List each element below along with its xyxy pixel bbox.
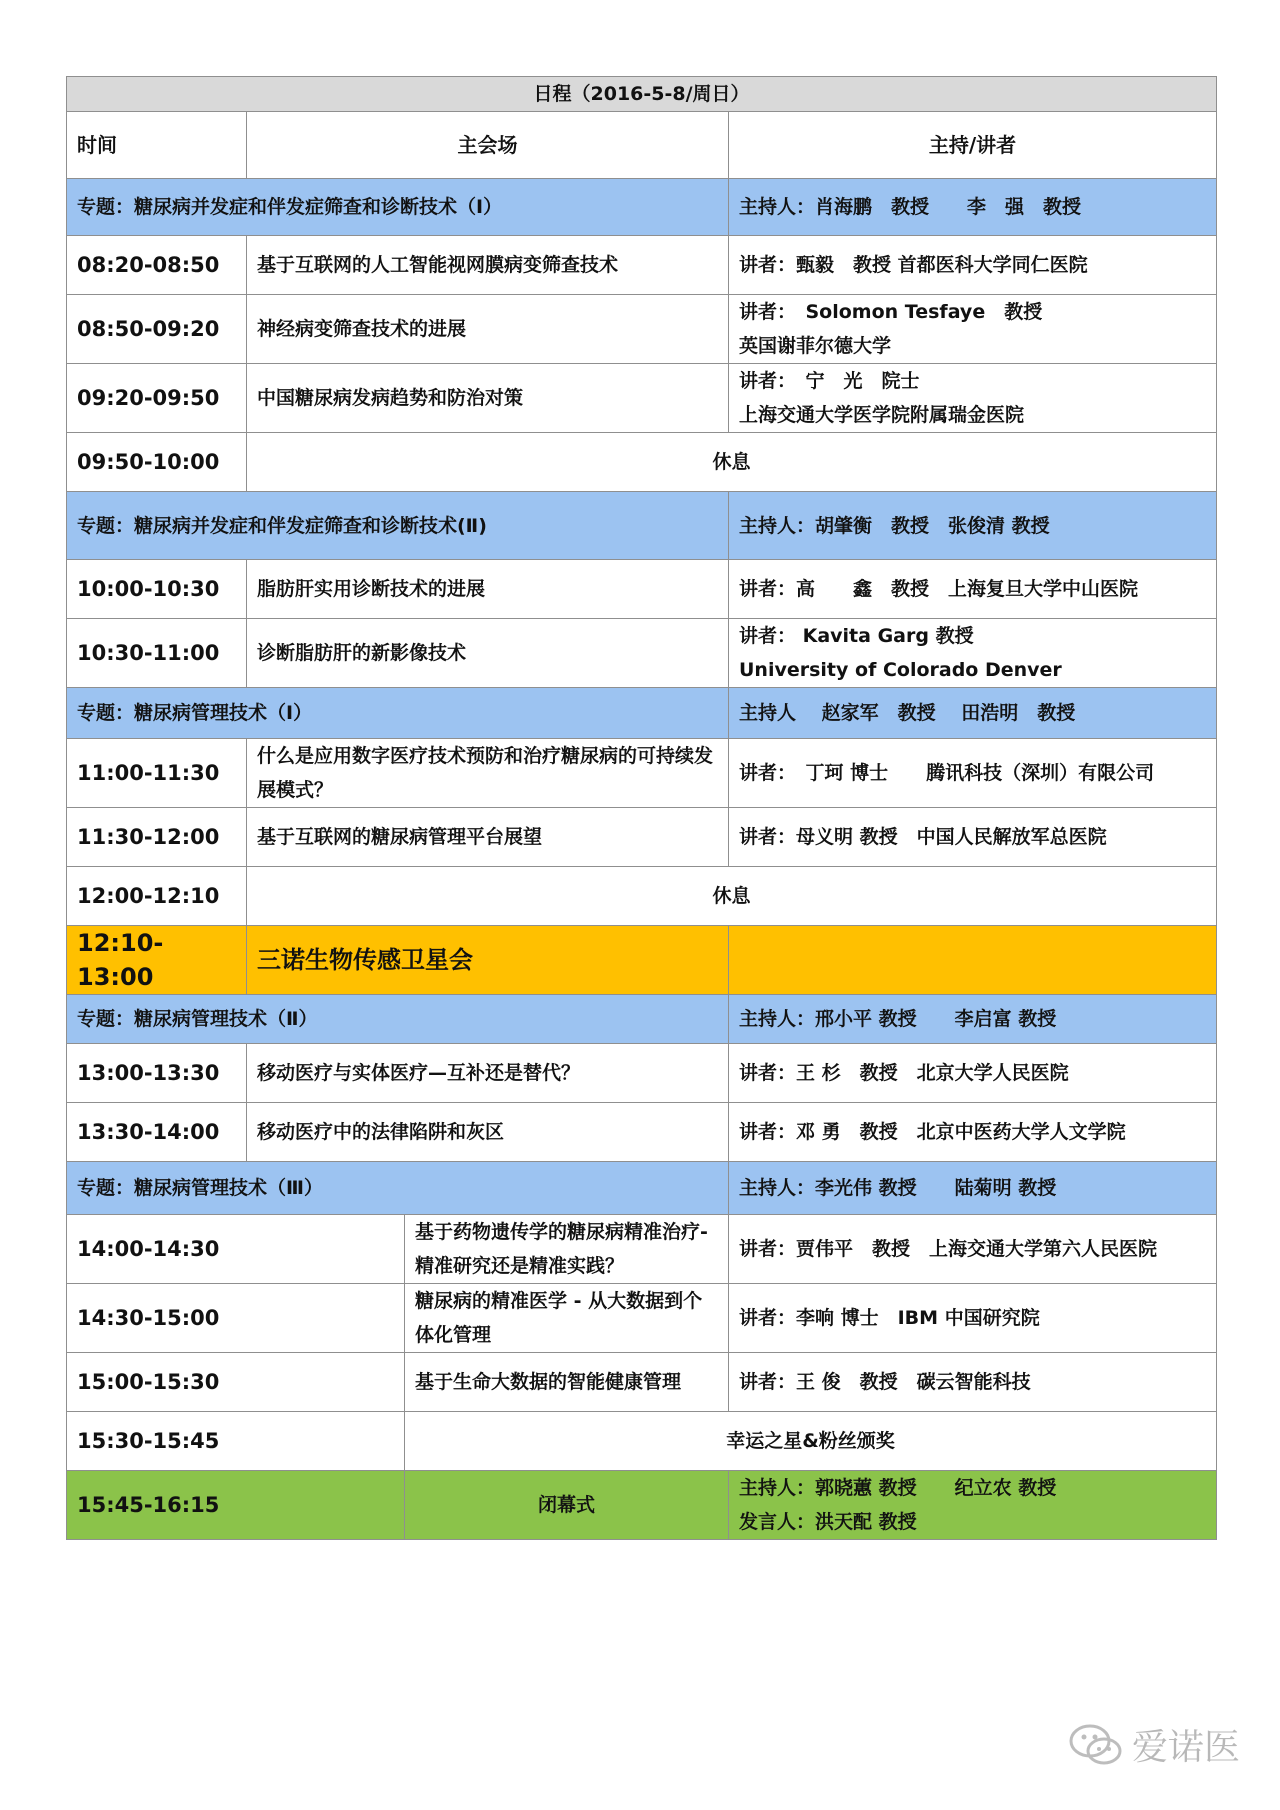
closing-row (67, 1471, 1217, 1540)
speaker-cell (729, 560, 1217, 619)
speaker-cell (729, 1215, 1217, 1284)
column-header-row (67, 112, 1217, 179)
speaker-cell (729, 739, 1217, 808)
session-topic: 移动医疗与实体医疗—互补还是替代？ (247, 1044, 729, 1103)
session-row (67, 619, 1217, 688)
satellite-time: 12:10-13:00 (67, 926, 247, 995)
satellite-row (67, 926, 1217, 995)
speaker-cell (729, 1284, 1217, 1353)
column-speaker: 主持/讲者 (729, 112, 1217, 179)
satellite-topic: 三诺生物传感卫星会 (247, 926, 729, 995)
session-row (67, 1103, 1217, 1162)
speaker-cell (729, 1471, 1217, 1540)
session-topic: 移动医疗中的法律陷阱和灰区 (247, 1103, 729, 1162)
speaker-line: 讲者： Solomon Tesfaye 教授 (739, 301, 1043, 323)
speaker-line: 英国谢菲尔德大学 (739, 335, 892, 357)
speaker-cell (729, 808, 1217, 867)
session-topic: 基于药物遗传学的糖尿病精准治疗-精准研究还是精准实践？ (405, 1215, 729, 1284)
session-topic: 基于互联网的人工智能视网膜病变筛查技术 (247, 236, 729, 295)
break-label: 休息 (247, 433, 1217, 492)
session-row (67, 364, 1217, 433)
session-topic: 诊断脂肪肝的新影像技术 (247, 619, 729, 688)
topic-host: 主持人：肖海鹏 教授 李 强 教授 (729, 179, 1217, 236)
session-time: 08:50-09:20 (67, 295, 247, 364)
break-label: 休息 (247, 867, 1217, 926)
speaker-line: 讲者：贾伟平 教授 上海交通大学第六人民医院 (739, 1238, 1158, 1260)
session-topic: 脂肪肝实用诊断技术的进展 (247, 560, 729, 619)
satellite-speaker (729, 926, 1217, 995)
closing-time: 15:45-16:15 (67, 1471, 405, 1540)
session-row (67, 739, 1217, 808)
session-topic: 糖尿病的精准医学 - 从大数据到个体化管理 (405, 1284, 729, 1353)
topic-row (67, 995, 1217, 1044)
speaker-line: 上海交通大学医学院附属瑞金医院 (739, 404, 1025, 426)
session-time: 10:00-10:30 (67, 560, 247, 619)
topic-host: 主持人：李光伟 教授 陆菊明 教授 (729, 1162, 1217, 1215)
session-row (67, 295, 1217, 364)
session-topic: 基于互联网的糖尿病管理平台展望 (247, 808, 729, 867)
speaker-cell (729, 364, 1217, 433)
session-row (67, 236, 1217, 295)
session-time: 11:00-11:30 (67, 739, 247, 808)
session-row (67, 808, 1217, 867)
session-time: 11:30-12:00 (67, 808, 247, 867)
speaker-line: 讲者： 丁珂 博士 腾讯科技（深圳）有限公司 (739, 762, 1155, 784)
watermark (1068, 1719, 1240, 1770)
break-row (67, 433, 1217, 492)
session-row (67, 1215, 1217, 1284)
break-label: 幸运之星&粉丝颁奖 (405, 1412, 1217, 1471)
schedule-header-row (67, 77, 1217, 112)
speaker-cell (729, 295, 1217, 364)
speaker-line: 发言人：洪天配 教授 (739, 1511, 917, 1533)
topic-row (67, 179, 1217, 236)
speaker-cell (729, 236, 1217, 295)
break-time: 09:50-10:00 (67, 433, 247, 492)
speaker-line: 讲者：母义明 教授 中国人民解放军总医院 (739, 826, 1107, 848)
speaker-line: 讲者：甄毅 教授 首都医科大学同仁医院 (739, 254, 1088, 276)
topic-row (67, 688, 1217, 739)
speaker-line: University of Colorado Denver (739, 659, 1062, 681)
session-row (67, 1284, 1217, 1353)
speaker-line: 主持人：郭晓蕙 教授 纪立农 教授 (739, 1477, 1057, 1499)
watermark-text: 爱诺医 (1131, 1727, 1240, 1768)
session-row (67, 560, 1217, 619)
topic-host: 主持人：邢小平 教授 李启富 教授 (729, 995, 1217, 1044)
break-time: 15:30-15:45 (67, 1412, 405, 1471)
topic-row (67, 492, 1217, 560)
break-time: 12:00-12:10 (67, 867, 247, 926)
session-row (67, 1353, 1217, 1412)
session-time: 08:20-08:50 (67, 236, 247, 295)
speaker-line: 讲者：邓 勇 教授 北京中医药大学人文学院 (739, 1121, 1126, 1143)
session-topic: 神经病变筛查技术的进展 (247, 295, 729, 364)
speaker-cell (729, 619, 1217, 688)
session-topic: 什么是应用数字医疗技术预防和治疗糖尿病的可持续发展模式？ (247, 739, 729, 808)
speaker-line: 讲者： Kavita Garg 教授 (739, 625, 974, 647)
speaker-cell (729, 1044, 1217, 1103)
topic-host: 主持人 赵家军 教授 田浩明 教授 (729, 688, 1217, 739)
topic-row (67, 1162, 1217, 1215)
speaker-cell (729, 1353, 1217, 1412)
session-topic: 基于生命大数据的智能健康管理 (405, 1353, 729, 1412)
session-time: 14:30-15:00 (67, 1284, 405, 1353)
closing-label: 闭幕式 (405, 1471, 729, 1540)
session-time: 10:30-11:00 (67, 619, 247, 688)
speaker-line: 讲者： 宁 光 院士 (739, 370, 920, 392)
column-main-venue: 主会场 (247, 112, 729, 179)
topic-title: 专题：糖尿病管理技术（Ⅲ） (67, 1162, 729, 1215)
column-time: 时间 (67, 112, 247, 179)
session-time: 14:00-14:30 (67, 1215, 405, 1284)
break-row (67, 1412, 1217, 1471)
session-time: 13:30-14:00 (67, 1103, 247, 1162)
break-row (67, 867, 1217, 926)
session-topic: 中国糖尿病发病趋势和防治对策 (247, 364, 729, 433)
topic-title: 专题：糖尿病管理技术（Ⅰ） (67, 688, 729, 739)
speaker-line: 讲者：王 俊 教授 碳云智能科技 (739, 1371, 1031, 1393)
topic-title: 专题：糖尿病并发症和伴发症筛查和诊断技术（Ⅰ） (67, 179, 729, 236)
topic-title: 专题：糖尿病管理技术（Ⅱ） (67, 995, 729, 1044)
session-time: 09:20-09:50 (67, 364, 247, 433)
session-time: 15:00-15:30 (67, 1353, 405, 1412)
schedule-title: 日程（2016-5-8/周日） (67, 77, 1217, 112)
speaker-line: 讲者：王 杉 教授 北京大学人民医院 (739, 1062, 1069, 1084)
session-row (67, 1044, 1217, 1103)
wechat-icon (1068, 1722, 1124, 1768)
speaker-line: 讲者：李响 博士 IBM 中国研究院 (739, 1307, 1040, 1329)
speaker-line: 讲者：高 鑫 教授 上海复旦大学中山医院 (739, 578, 1139, 600)
session-time: 13:00-13:30 (67, 1044, 247, 1103)
speaker-cell (729, 1103, 1217, 1162)
schedule-table (66, 76, 1217, 1540)
topic-title: 专题：糖尿病并发症和伴发症筛查和诊断技术(Ⅱ) (67, 492, 729, 560)
topic-host: 主持人：胡肇衡 教授 张俊清 教授 (729, 492, 1217, 560)
